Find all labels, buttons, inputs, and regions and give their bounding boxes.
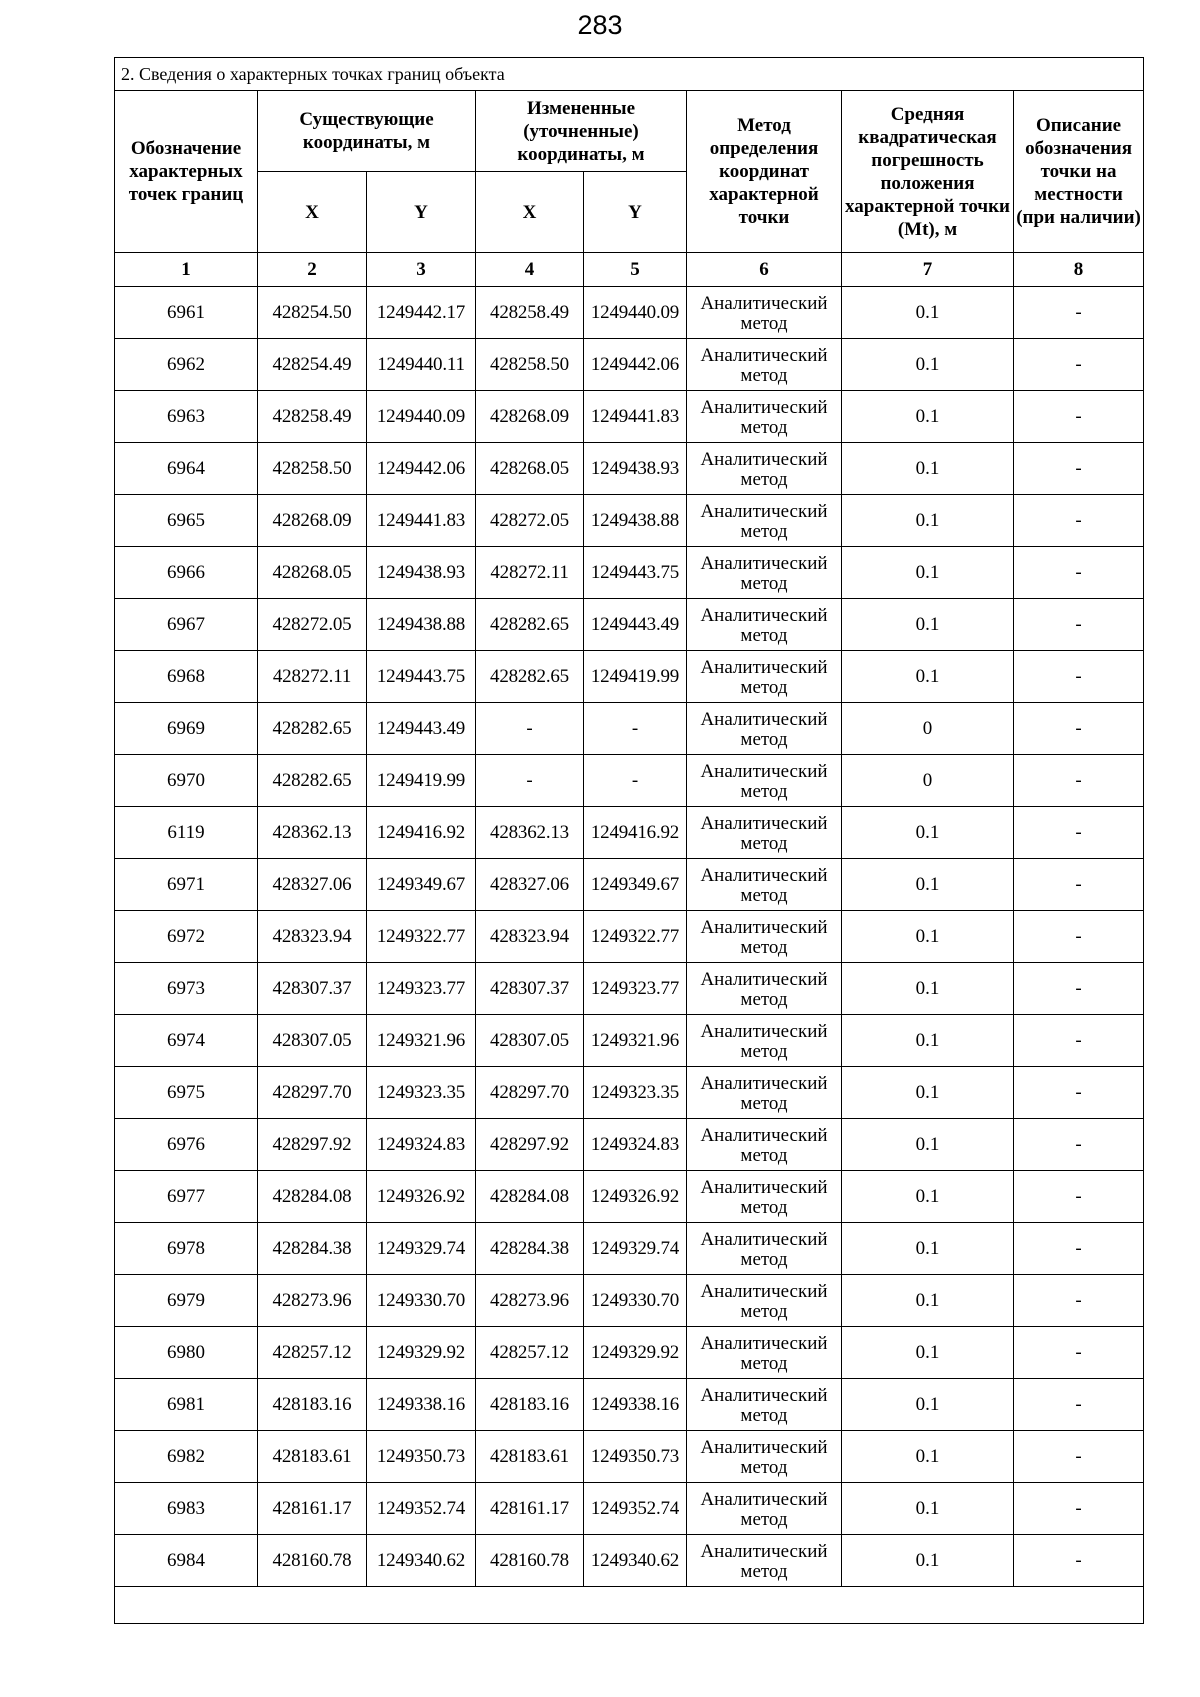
point-cell: 6980 xyxy=(115,1327,258,1379)
description-cell: - xyxy=(1014,1223,1144,1275)
existing-x-cell: 428297.92 xyxy=(258,1119,367,1171)
table-row xyxy=(115,1119,1144,1171)
changed-x-cell: 428297.92 xyxy=(476,1119,584,1171)
changed-y-cell: 1249442.06 xyxy=(584,339,687,391)
existing-y-cell: 1249340.62 xyxy=(367,1535,476,1587)
header-existing-x: X xyxy=(258,172,367,253)
changed-x-cell: 428327.06 xyxy=(476,859,584,911)
description-cell: - xyxy=(1014,1067,1144,1119)
mean-error-cell: 0.1 xyxy=(842,859,1014,911)
changed-y-cell: 1249443.75 xyxy=(584,547,687,599)
column-number: 1 xyxy=(115,253,258,287)
table-row xyxy=(115,911,1144,963)
method-cell: Аналитический метод xyxy=(687,703,842,755)
point-cell: 6961 xyxy=(115,287,258,339)
existing-x-cell: 428284.38 xyxy=(258,1223,367,1275)
column-number: 4 xyxy=(476,253,584,287)
existing-y-cell: 1249443.49 xyxy=(367,703,476,755)
changed-x-cell: 428257.12 xyxy=(476,1327,584,1379)
column-number: 5 xyxy=(584,253,687,287)
changed-y-cell: 1249443.49 xyxy=(584,599,687,651)
changed-y-cell: 1249322.77 xyxy=(584,911,687,963)
table-row xyxy=(115,287,1144,339)
existing-x-cell: 428282.65 xyxy=(258,703,367,755)
mean-error-cell: 0.1 xyxy=(842,1119,1014,1171)
description-cell: - xyxy=(1014,1379,1144,1431)
method-cell: Аналитический метод xyxy=(687,963,842,1015)
existing-y-cell: 1249440.09 xyxy=(367,391,476,443)
existing-x-cell: 428307.37 xyxy=(258,963,367,1015)
point-cell: 6982 xyxy=(115,1431,258,1483)
description-cell: - xyxy=(1014,755,1144,807)
existing-x-cell: 428160.78 xyxy=(258,1535,367,1587)
changed-x-cell: 428272.11 xyxy=(476,547,584,599)
table-row xyxy=(115,599,1144,651)
existing-x-cell: 428272.05 xyxy=(258,599,367,651)
existing-y-cell: 1249338.16 xyxy=(367,1379,476,1431)
empty-footer-row xyxy=(115,1587,1144,1624)
point-cell: 6984 xyxy=(115,1535,258,1587)
page-number: 283 xyxy=(577,10,623,40)
point-cell: 6119 xyxy=(115,807,258,859)
mean-error-cell: 0.1 xyxy=(842,651,1014,703)
mean-error-cell: 0.1 xyxy=(842,339,1014,391)
existing-y-cell: 1249419.99 xyxy=(367,755,476,807)
changed-y-cell: - xyxy=(584,703,687,755)
existing-x-cell: 428268.05 xyxy=(258,547,367,599)
method-cell: Аналитический метод xyxy=(687,1275,842,1327)
empty-cell xyxy=(115,1587,1144,1624)
table-body xyxy=(115,287,1144,1587)
method-cell: Аналитический метод xyxy=(687,911,842,963)
description-cell: - xyxy=(1014,1119,1144,1171)
method-cell: Аналитический метод xyxy=(687,1327,842,1379)
existing-y-cell: 1249349.67 xyxy=(367,859,476,911)
mean-error-cell: 0.1 xyxy=(842,1171,1014,1223)
column-number: 7 xyxy=(842,253,1014,287)
description-cell: - xyxy=(1014,391,1144,443)
description-cell: - xyxy=(1014,859,1144,911)
changed-y-cell: 1249438.88 xyxy=(584,495,687,547)
changed-x-cell: 428307.37 xyxy=(476,963,584,1015)
changed-y-cell: 1249323.77 xyxy=(584,963,687,1015)
table-row xyxy=(115,859,1144,911)
changed-y-cell: 1249352.74 xyxy=(584,1483,687,1535)
existing-y-cell: 1249324.83 xyxy=(367,1119,476,1171)
changed-x-cell: 428268.05 xyxy=(476,443,584,495)
changed-y-cell: 1249329.74 xyxy=(584,1223,687,1275)
changed-x-cell: 428183.61 xyxy=(476,1431,584,1483)
changed-x-cell: 428160.78 xyxy=(476,1535,584,1587)
header-point-designation: Обозначение характерных точек границ xyxy=(115,91,258,253)
mean-error-cell: 0.1 xyxy=(842,1379,1014,1431)
description-cell: - xyxy=(1014,807,1144,859)
existing-y-cell: 1249440.11 xyxy=(367,339,476,391)
mean-error-cell: 0 xyxy=(842,703,1014,755)
description-cell: - xyxy=(1014,1535,1144,1587)
method-cell: Аналитический метод xyxy=(687,1119,842,1171)
changed-x-cell: 428161.17 xyxy=(476,1483,584,1535)
table-row xyxy=(115,1327,1144,1379)
description-cell: - xyxy=(1014,703,1144,755)
point-cell: 6970 xyxy=(115,755,258,807)
table-row xyxy=(115,1431,1144,1483)
changed-y-cell: 1249329.92 xyxy=(584,1327,687,1379)
method-cell: Аналитический метод xyxy=(687,1015,842,1067)
table-row xyxy=(115,391,1144,443)
description-cell: - xyxy=(1014,339,1144,391)
mean-error-cell: 0.1 xyxy=(842,287,1014,339)
mean-error-cell: 0.1 xyxy=(842,1483,1014,1535)
existing-x-cell: 428258.50 xyxy=(258,443,367,495)
changed-x-cell: - xyxy=(476,703,584,755)
header-changed-x: X xyxy=(476,172,584,253)
header-changed-coords: Измененные (уточненные) координаты, м xyxy=(476,91,687,172)
existing-y-cell: 1249352.74 xyxy=(367,1483,476,1535)
changed-x-cell: 428258.49 xyxy=(476,287,584,339)
description-cell: - xyxy=(1014,287,1144,339)
mean-error-cell: 0.1 xyxy=(842,1431,1014,1483)
existing-y-cell: 1249442.06 xyxy=(367,443,476,495)
method-cell: Аналитический метод xyxy=(687,1535,842,1587)
existing-x-cell: 428183.61 xyxy=(258,1431,367,1483)
point-cell: 6972 xyxy=(115,911,258,963)
method-cell: Аналитический метод xyxy=(687,443,842,495)
description-cell: - xyxy=(1014,1483,1144,1535)
changed-x-cell: 428297.70 xyxy=(476,1067,584,1119)
existing-x-cell: 428297.70 xyxy=(258,1067,367,1119)
mean-error-cell: 0.1 xyxy=(842,807,1014,859)
changed-y-cell: - xyxy=(584,755,687,807)
existing-x-cell: 428307.05 xyxy=(258,1015,367,1067)
existing-y-cell: 1249329.92 xyxy=(367,1327,476,1379)
existing-y-cell: 1249438.93 xyxy=(367,547,476,599)
changed-y-cell: 1249416.92 xyxy=(584,807,687,859)
changed-y-cell: 1249340.62 xyxy=(584,1535,687,1587)
changed-y-cell: 1249349.67 xyxy=(584,859,687,911)
point-cell: 6967 xyxy=(115,599,258,651)
changed-x-cell: 428282.65 xyxy=(476,599,584,651)
method-cell: Аналитический метод xyxy=(687,859,842,911)
table-row xyxy=(115,1223,1144,1275)
point-cell: 6963 xyxy=(115,391,258,443)
changed-y-cell: 1249350.73 xyxy=(584,1431,687,1483)
table-row xyxy=(115,443,1144,495)
header-existing-y: Y xyxy=(367,172,476,253)
changed-x-cell: 428268.09 xyxy=(476,391,584,443)
point-cell: 6979 xyxy=(115,1275,258,1327)
existing-x-cell: 428254.49 xyxy=(258,339,367,391)
method-cell: Аналитический метод xyxy=(687,807,842,859)
mean-error-cell: 0.1 xyxy=(842,1223,1014,1275)
header-mean-error: Средняя квадратическая погрешность положения характерной точки (Mt), м xyxy=(842,91,1014,253)
description-cell: - xyxy=(1014,1171,1144,1223)
changed-x-cell: 428282.65 xyxy=(476,651,584,703)
point-cell: 6981 xyxy=(115,1379,258,1431)
description-cell: - xyxy=(1014,1327,1144,1379)
existing-y-cell: 1249438.88 xyxy=(367,599,476,651)
mean-error-cell: 0.1 xyxy=(842,599,1014,651)
changed-x-cell: 428362.13 xyxy=(476,807,584,859)
changed-y-cell: 1249338.16 xyxy=(584,1379,687,1431)
existing-x-cell: 428327.06 xyxy=(258,859,367,911)
column-number: 6 xyxy=(687,253,842,287)
column-number: 8 xyxy=(1014,253,1144,287)
table-row xyxy=(115,1171,1144,1223)
changed-x-cell: - xyxy=(476,755,584,807)
description-cell: - xyxy=(1014,547,1144,599)
method-cell: Аналитический метод xyxy=(687,547,842,599)
method-cell: Аналитический метод xyxy=(687,1431,842,1483)
table-row xyxy=(115,1483,1144,1535)
point-cell: 6977 xyxy=(115,1171,258,1223)
point-cell: 6962 xyxy=(115,339,258,391)
existing-y-cell: 1249323.35 xyxy=(367,1067,476,1119)
mean-error-cell: 0.1 xyxy=(842,391,1014,443)
existing-x-cell: 428254.50 xyxy=(258,287,367,339)
point-cell: 6978 xyxy=(115,1223,258,1275)
table-row xyxy=(115,807,1144,859)
point-cell: 6976 xyxy=(115,1119,258,1171)
column-numbers-row xyxy=(115,253,1144,287)
existing-x-cell: 428272.11 xyxy=(258,651,367,703)
description-cell: - xyxy=(1014,911,1144,963)
changed-x-cell: 428284.38 xyxy=(476,1223,584,1275)
existing-x-cell: 428362.13 xyxy=(258,807,367,859)
existing-y-cell: 1249326.92 xyxy=(367,1171,476,1223)
table-row xyxy=(115,1275,1144,1327)
mean-error-cell: 0.1 xyxy=(842,911,1014,963)
point-cell: 6973 xyxy=(115,963,258,1015)
existing-x-cell: 428161.17 xyxy=(258,1483,367,1535)
table-row xyxy=(115,339,1144,391)
existing-y-cell: 1249329.74 xyxy=(367,1223,476,1275)
column-number: 3 xyxy=(367,253,476,287)
mean-error-cell: 0.1 xyxy=(842,443,1014,495)
method-cell: Аналитический метод xyxy=(687,1223,842,1275)
existing-x-cell: 428183.16 xyxy=(258,1379,367,1431)
method-cell: Аналитический метод xyxy=(687,287,842,339)
changed-y-cell: 1249330.70 xyxy=(584,1275,687,1327)
method-cell: Аналитический метод xyxy=(687,339,842,391)
description-cell: - xyxy=(1014,1431,1144,1483)
mean-error-cell: 0.1 xyxy=(842,1327,1014,1379)
changed-y-cell: 1249440.09 xyxy=(584,287,687,339)
table-row xyxy=(115,1535,1144,1587)
method-cell: Аналитический метод xyxy=(687,391,842,443)
changed-y-cell: 1249326.92 xyxy=(584,1171,687,1223)
description-cell: - xyxy=(1014,495,1144,547)
table-row xyxy=(115,495,1144,547)
table-row xyxy=(115,651,1144,703)
point-cell: 6974 xyxy=(115,1015,258,1067)
existing-y-cell: 1249321.96 xyxy=(367,1015,476,1067)
existing-y-cell: 1249330.70 xyxy=(367,1275,476,1327)
existing-y-cell: 1249442.17 xyxy=(367,287,476,339)
description-cell: - xyxy=(1014,651,1144,703)
changed-x-cell: 428183.16 xyxy=(476,1379,584,1431)
changed-y-cell: 1249324.83 xyxy=(584,1119,687,1171)
changed-x-cell: 428284.08 xyxy=(476,1171,584,1223)
mean-error-cell: 0.1 xyxy=(842,1015,1014,1067)
method-cell: Аналитический метод xyxy=(687,599,842,651)
existing-y-cell: 1249441.83 xyxy=(367,495,476,547)
method-cell: Аналитический метод xyxy=(687,1483,842,1535)
header-description: Описание обозначения точки на местности (при наличии) xyxy=(1014,91,1144,253)
description-cell: - xyxy=(1014,443,1144,495)
point-cell: 6971 xyxy=(115,859,258,911)
changed-y-cell: 1249419.99 xyxy=(584,651,687,703)
point-cell: 6968 xyxy=(115,651,258,703)
changed-y-cell: 1249321.96 xyxy=(584,1015,687,1067)
mean-error-cell: 0.1 xyxy=(842,547,1014,599)
method-cell: Аналитический метод xyxy=(687,651,842,703)
mean-error-cell: 0 xyxy=(842,755,1014,807)
point-cell: 6983 xyxy=(115,1483,258,1535)
changed-y-cell: 1249323.35 xyxy=(584,1067,687,1119)
description-cell: - xyxy=(1014,963,1144,1015)
changed-x-cell: 428323.94 xyxy=(476,911,584,963)
mean-error-cell: 0.1 xyxy=(842,1275,1014,1327)
existing-y-cell: 1249350.73 xyxy=(367,1431,476,1483)
mean-error-cell: 0.1 xyxy=(842,963,1014,1015)
existing-x-cell: 428268.09 xyxy=(258,495,367,547)
mean-error-cell: 0.1 xyxy=(842,1535,1014,1587)
table-row xyxy=(115,703,1144,755)
existing-y-cell: 1249323.77 xyxy=(367,963,476,1015)
header-existing-coords: Существующие координаты, м xyxy=(258,91,476,172)
point-cell: 6965 xyxy=(115,495,258,547)
description-cell: - xyxy=(1014,599,1144,651)
existing-y-cell: 1249443.75 xyxy=(367,651,476,703)
table-row xyxy=(115,1067,1144,1119)
existing-x-cell: 428284.08 xyxy=(258,1171,367,1223)
boundary-points-table xyxy=(114,57,1144,1624)
point-cell: 6966 xyxy=(115,547,258,599)
table-row xyxy=(115,755,1144,807)
changed-y-cell: 1249441.83 xyxy=(584,391,687,443)
point-cell: 6975 xyxy=(115,1067,258,1119)
mean-error-cell: 0.1 xyxy=(842,495,1014,547)
method-cell: Аналитический метод xyxy=(687,1171,842,1223)
existing-x-cell: 428257.12 xyxy=(258,1327,367,1379)
method-cell: Аналитический метод xyxy=(687,755,842,807)
changed-x-cell: 428258.50 xyxy=(476,339,584,391)
mean-error-cell: 0.1 xyxy=(842,1067,1014,1119)
header-method: Метод определения координат характерной точки xyxy=(687,91,842,253)
method-cell: Аналитический метод xyxy=(687,1067,842,1119)
existing-x-cell: 428258.49 xyxy=(258,391,367,443)
table-row xyxy=(115,547,1144,599)
method-cell: Аналитический метод xyxy=(687,495,842,547)
method-cell: Аналитический метод xyxy=(687,1379,842,1431)
description-cell: - xyxy=(1014,1275,1144,1327)
table-row xyxy=(115,963,1144,1015)
header-changed-y: Y xyxy=(584,172,687,253)
existing-x-cell: 428282.65 xyxy=(258,755,367,807)
existing-x-cell: 428323.94 xyxy=(258,911,367,963)
changed-x-cell: 428273.96 xyxy=(476,1275,584,1327)
existing-x-cell: 428273.96 xyxy=(258,1275,367,1327)
table-row xyxy=(115,1379,1144,1431)
description-cell: - xyxy=(1014,1015,1144,1067)
changed-x-cell: 428272.05 xyxy=(476,495,584,547)
changed-y-cell: 1249438.93 xyxy=(584,443,687,495)
table-row xyxy=(115,1015,1144,1067)
point-cell: 6969 xyxy=(115,703,258,755)
section-title: 2. Сведения о характерных точках границ объекта xyxy=(115,58,1144,91)
existing-y-cell: 1249416.92 xyxy=(367,807,476,859)
changed-x-cell: 428307.05 xyxy=(476,1015,584,1067)
column-number: 2 xyxy=(258,253,367,287)
existing-y-cell: 1249322.77 xyxy=(367,911,476,963)
point-cell: 6964 xyxy=(115,443,258,495)
